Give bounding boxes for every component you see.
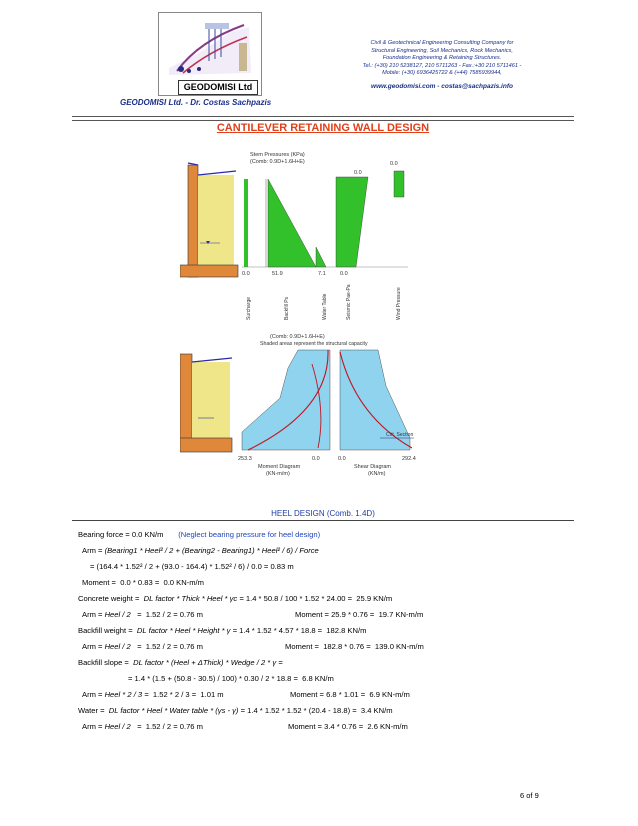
- calc-text: Arm =: [82, 642, 105, 651]
- wind-top-label: 0.0: [390, 161, 398, 167]
- water-value: 7.1: [318, 271, 326, 277]
- calc-line: [78, 626, 366, 635]
- calc-formula: DL factor * Thick * Heel * γc =: [143, 594, 246, 603]
- calc-text: Moment = 25.9 * 0.76 = 19.7 KN-m/m: [295, 610, 424, 619]
- calc-text: 1.52 * 2 / 3 = 1.01 m: [150, 690, 224, 699]
- shear-units-label: (KN/m): [368, 471, 386, 477]
- wall-stem: [180, 354, 192, 450]
- seismic-value: 0.0: [340, 271, 348, 277]
- category-label: Wind Pressure: [396, 287, 402, 320]
- firm-web[interactable]: www.geodomisi.com - costas@sachpazis.info: [371, 82, 513, 90]
- calc-text: = 1.52 / 2 = 0.76 m: [137, 610, 203, 619]
- capacity-note: Shaded areas represent the structural capacity: [260, 341, 368, 347]
- calc-text: Concrete weight =: [78, 594, 142, 603]
- calc-line: [82, 642, 203, 651]
- calc-text: Moment = 182.8 * 0.76 = 139.0 KN-m/m: [285, 642, 424, 651]
- calc-text: = 1.4 * (1.5 + (50.8 - 30.5) / 100) * 0.30 / 2 * 18.8 = 6.8 KN/m: [128, 674, 334, 683]
- backfill-value: 51.9: [272, 271, 283, 277]
- firm-line: Tel.: (+30) 210 5238127, 210 5711263 - Fax.:+30 210 5711461 -: [362, 62, 522, 69]
- stem-chart-comb: (Comb: 0.9D+1.6H+E): [250, 159, 305, 165]
- calc-formula: Heel / 2: [104, 722, 131, 731]
- calc-text: Arm =: [82, 610, 105, 619]
- heel-design-title: HEEL DESIGN (Comb. 1.4D): [271, 509, 375, 518]
- moment-capacity-area: [242, 350, 330, 450]
- calc-text: Backfill slope =: [78, 658, 131, 667]
- moment-diagram-label: Moment Diagram: [258, 464, 301, 470]
- calc-line: [290, 690, 410, 699]
- moment-units-label: (KN-m/m): [266, 471, 290, 477]
- calc-text: Moment = 6.8 * 1.01 = 6.9 KN-m/m: [290, 690, 410, 699]
- calc-line: [78, 594, 392, 603]
- calc-line: [78, 530, 320, 539]
- page-number: 6 of 9: [520, 791, 539, 800]
- section-separator: [72, 520, 574, 521]
- firm-line: Civil & Geotechnical Engineering Consulting Company for: [370, 40, 514, 46]
- calc-line: [285, 642, 424, 651]
- calc-line: [82, 578, 204, 587]
- firm-line: Foundation Engineering & Retaining Structures.: [382, 55, 502, 62]
- wind-pressure-area: [394, 171, 404, 197]
- calc-line: [78, 658, 285, 667]
- calc-text: 1.4 * 1.52 * 1.52 * (20.4 - 18.8) = 3.4 KN/m: [247, 706, 393, 715]
- surcharge-value: 0.0: [242, 271, 250, 277]
- calc-formula: DL factor * Heel * Height * γ =: [136, 626, 240, 635]
- logo-name: GEODOMISI Ltd: [178, 80, 258, 95]
- calc-line: [78, 706, 393, 715]
- calc-line: [82, 546, 319, 555]
- document-title: CANTILEVER RETAINING WALL DESIGN: [216, 122, 430, 134]
- category-label: Seismic Pae-Pa: [346, 284, 352, 320]
- author-line: GEODOMISI Ltd. - Dr. Costas Sachpazis: [120, 98, 272, 107]
- moment-left-value: 253.3: [238, 456, 252, 462]
- calc-text: Backfill weight =: [78, 626, 135, 635]
- calc-text: Arm =: [82, 722, 105, 731]
- wall-footing: [180, 265, 238, 277]
- calc-text: = 1.52 / 2 = 0.76 m: [137, 642, 203, 651]
- calc-text: Arm =: [82, 690, 105, 699]
- wall-stem: [188, 165, 198, 277]
- seismic-pressure-area: [336, 177, 368, 267]
- calc-text: Bearing force = 0.0 KN/m: [78, 530, 164, 539]
- moment-shear-figure: [180, 330, 430, 490]
- shear-diagram-label: Shear Diagram: [354, 464, 391, 470]
- category-label: Backfill Ps: [284, 296, 290, 320]
- calc-text: 1.4 * 1.52 * 4.57 * 18.8 = 182.8 KN/m: [239, 626, 367, 635]
- seismic-top-label: 0.0: [354, 170, 362, 176]
- calc-formula: (Bearing1 * Heel² / 2 + (Bearing2 - Bearing1) * Heel² / 6) / Force: [104, 546, 319, 555]
- calc-line: [288, 722, 408, 731]
- firm-line: Mobile: (+30) 6936425722 & (+44) 7585939944,: [382, 70, 502, 77]
- shear-right-value: 292.4: [402, 456, 416, 462]
- firm-info: [322, 40, 562, 91]
- firm-line: Structural Engineering, Soil Mechanics, Rock Mechanics,: [371, 47, 513, 54]
- calc-text: Moment = 0.0 * 0.83 = 0.0 KN-m/m: [82, 578, 204, 587]
- calc-line: [295, 610, 423, 619]
- surcharge-bar: [244, 179, 248, 267]
- calc-text: Water =: [78, 706, 107, 715]
- calc-line: [90, 562, 294, 571]
- backfill-area: [198, 175, 234, 277]
- category-label: Water Table: [322, 293, 328, 320]
- calc-formula: Heel / 2: [104, 642, 131, 651]
- water-pressure-area: [316, 247, 326, 267]
- backfill-area: [192, 362, 230, 450]
- calc-formula: Heel / 2: [104, 610, 131, 619]
- calc-line: [82, 610, 203, 619]
- calc-formula: DL factor * Heel * Water table * (γs - γ) =: [108, 706, 248, 715]
- calc-text: 1.4 * 50.8 / 100 * 1.52 * 24.00 = 25.9 KN/m: [245, 594, 393, 603]
- wall-footing: [180, 438, 232, 452]
- moment-comb: (Comb: 0.9D+1.6H+E): [270, 334, 325, 340]
- shear-left-value: 0.0: [338, 456, 346, 462]
- calc-text: Moment = 3.4 * 0.76 = 2.6 KN-m/m: [288, 722, 408, 731]
- crit-section-label: Crit. Section: [386, 432, 414, 438]
- moment-right-value: 0.0: [312, 456, 320, 462]
- backfill-pressure-area: [268, 179, 316, 267]
- calc-text: = 1.52 / 2 = 0.76 m: [137, 722, 203, 731]
- calc-line: [82, 722, 203, 731]
- stem-chart-title: Stem Pressures (KPa): [250, 152, 305, 158]
- calc-formula: DL factor * (Heel + ΔThick) * Wedge / 2 * γ =: [133, 658, 285, 667]
- category-label: Surcharge: [246, 296, 252, 320]
- calc-line: [82, 690, 224, 699]
- calc-text: Arm =: [82, 546, 105, 555]
- header-rule: [72, 116, 574, 121]
- calc-line: [128, 674, 334, 683]
- calc-formula: Heel * 2 / 3 =: [104, 690, 151, 699]
- calc-text: = (164.4 * 1.52² / 2 + (93.0 - 164.4) * 1.52² / 6) / 0.0 = 0.83 m: [90, 562, 294, 571]
- calc-note: (Neglect bearing pressure for heel design): [178, 530, 321, 539]
- stem-pressure-figure: [180, 145, 430, 325]
